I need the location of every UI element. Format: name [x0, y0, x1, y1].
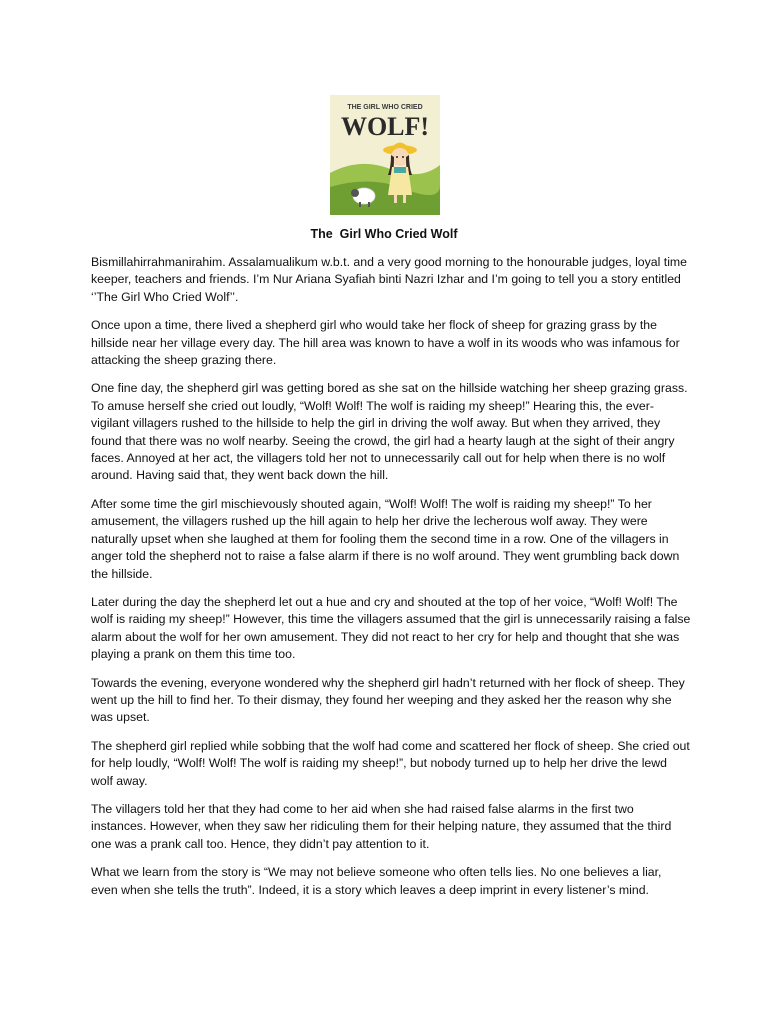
paragraph-1: Bismillahirrahmanirahim. Assalamualikum w.b.t. and a very good morning to the honourable judges, loyal time keeper, teachers and friends. I’m Nur Ariana Syafiah binti Nazri Izhar and I’m going to tell you a story entitled ‘’The Girl Who Cried Wolf’’. — [91, 255, 688, 304]
cover-title-big: WOLF! — [340, 112, 430, 141]
paragraph-2: Once upon a time, there lived a shepherd girl who would take her flock of sheep for grazing grass by the hillside near her village every day. The hill area was known to have a wolf in its woods who was infamous for attacking the sheep grazing there. — [91, 318, 680, 368]
paragraph-9: What we learn from the story is “We may not believe someone who often tells lies. No one believes a liar, even when she tells the truth”. Indeed, it is a story which leaves a deep imprint in every listener’s mind. — [91, 865, 662, 897]
cover-illustration — [330, 95, 440, 215]
paragraph-4: After some time the girl mischievously shouted again, “Wolf! Wolf! The wolf is raiding my sheep!” To her amusement, the villagers rushed up the hill again to help her drive the lecherous wolf away. They were naturally upset when she laughed at them for fooling them the second time in a row. One of the villagers in anger told the shepherd not to raise a false alarm if there is no wolf around. They went grumbling back down the hillside. — [91, 496, 680, 581]
paragraph-6: Towards the evening, everyone wondered why the shepherd girl hadn’t returned with her flock of sheep. They went up the hill to find her. To their dismay, they found her weeping and they asked her the reason why she was upset. — [91, 675, 685, 725]
paragraph-3: One fine day, the shepherd girl was getting bored as she sat on the hillside watching her sheep grazing grass. To amuse herself she cried out loudly, “Wolf! Wolf! The wolf is raiding my sheep!” Hearing this, the ever-vigilant villagers rushed to the hillside to help the girl in driving the wolf away. But when they arrived, they found that there was no wolf nearby. Seeing the crowd, the girl had a hearty laugh at the sight of their angry faces. Annoyed at her act, the villagers told her not to unnecessarily call out for help when there is no wolf around. Having said that, they went back down the hill. — [91, 381, 688, 483]
cover-title-small: THE GIRL WHO CRIED — [347, 104, 423, 111]
paragraph-8: The villagers told her that they had come to her aid when she had raised false alarms in the first two instances. However, when they saw her ridiculing them for their helping nature, they assumed that the third one was a prank call too. Hence, they didn’t pay attention to it. — [91, 801, 672, 851]
paragraph-7: The shepherd girl replied while sobbing that the wolf had come and scattered her flock of sheep. She cried out for help loudly, “Wolf! Wolf! The wolf is raiding my sheep!”, but nobody turned up to help her drive the lewd wolf away. — [91, 738, 690, 788]
document-title: The Girl Who Cried Wolf — [310, 227, 458, 241]
document-body — [91, 254, 691, 910]
book-cover-image — [330, 95, 440, 215]
paragraph-5: Later during the day the shepherd let out a hue and cry and shouted at the top of her voice, “Wolf! Wolf! The wolf is raiding my sheep!” However, this time the villagers assumed that the girl is unnecessarily raising a false alarm about the wolf for her own amusement. They did not react to her cry for help and thought that she was playing a prank on them this time too. — [91, 594, 691, 662]
